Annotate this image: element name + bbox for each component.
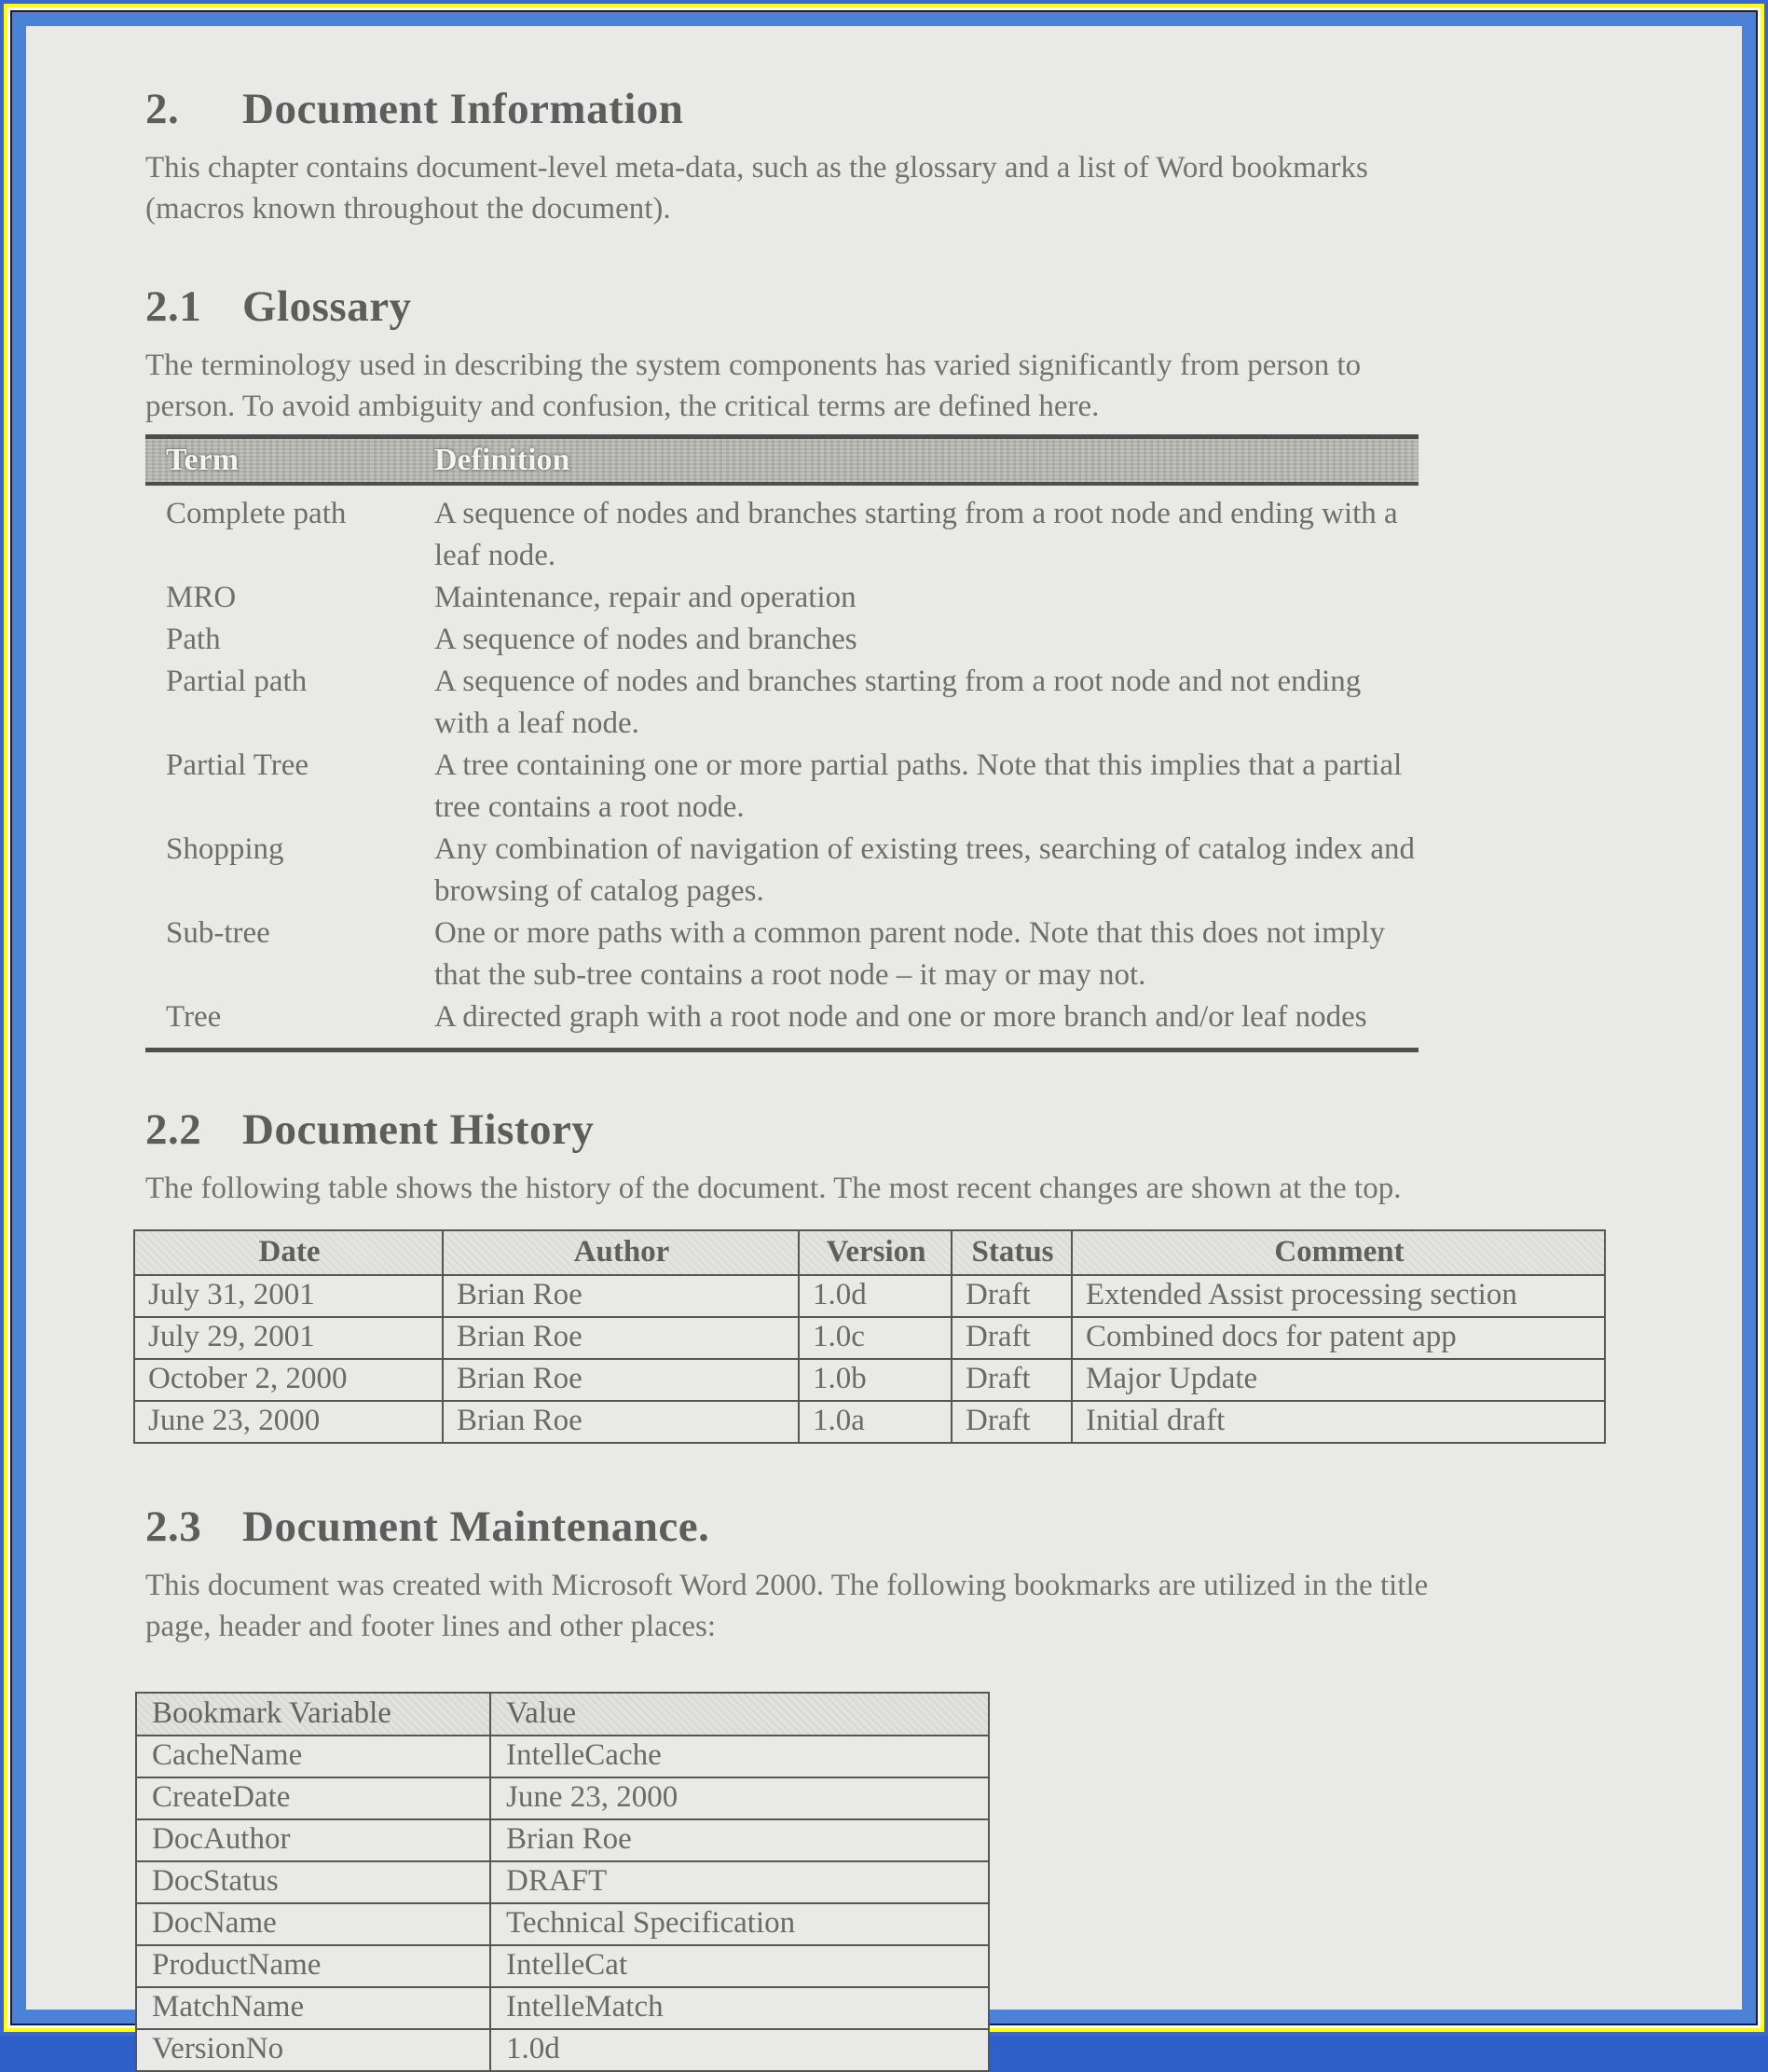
table-header-row — [134, 1230, 1605, 1275]
glossary-definition: Any combination of navigation of existing trees, searching of catalog index and browsing of catalog pages. — [434, 832, 1416, 908]
table-row — [136, 2029, 989, 2071]
table-cell: 1.0a — [799, 1401, 952, 1443]
table-cell: Brian Roe — [443, 1317, 799, 1359]
chapter-heading — [145, 84, 1742, 134]
table-row — [145, 577, 1419, 619]
history-header-date: Date — [134, 1230, 443, 1275]
table-cell: June 23, 2000 — [134, 1401, 443, 1443]
maintenance-number: 2.3 — [145, 1503, 202, 1551]
glossary-number: 2.1 — [145, 282, 202, 331]
bookmark-value: IntelleMatch — [490, 1987, 989, 2029]
history-title: Document History — [242, 1105, 595, 1154]
bookmark-value: Technical Specification — [490, 1903, 989, 1945]
table-cell: Brian Roe — [443, 1401, 799, 1443]
table-cell: Extended Assist processing section — [1072, 1275, 1605, 1317]
glossary-definition: A sequence of nodes and branches starting from a root node and not ending with a leaf node. — [434, 665, 1362, 740]
history-table — [133, 1229, 1606, 1444]
maintenance-heading — [145, 1502, 1742, 1552]
bookmark-value: IntelleCat — [490, 1945, 989, 1987]
scan-frame-inner-blue — [12, 12, 1756, 2065]
table-row — [134, 1317, 1605, 1359]
history-heading — [145, 1105, 1742, 1155]
table-cell: July 29, 2001 — [134, 1317, 443, 1359]
bookmark-header-value: Value — [490, 1693, 989, 1736]
chapter-intro: This chapter contains document-level meta-data, such as the glossary and a list of Word bookmarks (macros known throughout the document). — [145, 151, 1368, 226]
glossary-header-definition: Definition — [434, 443, 570, 477]
table-row — [134, 1359, 1605, 1401]
bookmark-table — [135, 1692, 990, 2072]
table-row — [145, 913, 1419, 996]
glossary-term: MRO — [166, 581, 237, 614]
table-row — [145, 829, 1419, 913]
bookmark-variable: DocAuthor — [136, 1819, 490, 1861]
bookmark-variable: MatchName — [136, 1987, 490, 2029]
bookmark-value: DRAFT — [490, 1861, 989, 1903]
glossary-term: Complete path — [166, 497, 347, 530]
glossary-definition: A sequence of nodes and branches — [434, 623, 857, 656]
glossary-header-term: Term — [166, 443, 240, 477]
glossary-title: Glossary — [242, 282, 412, 331]
history-number: 2.2 — [145, 1105, 202, 1154]
table-row — [134, 1401, 1605, 1443]
table-cell: 1.0d — [799, 1275, 952, 1317]
table-row — [145, 745, 1419, 829]
table-header-row — [136, 1693, 989, 1736]
glossary-table — [145, 434, 1419, 1052]
glossary-term: Shopping — [166, 832, 284, 866]
table-cell: Draft — [952, 1275, 1072, 1317]
table-row — [136, 1987, 989, 2029]
glossary-definition: A tree containing one or more partial paths. Note that this implies that a partial tree contains a root node. — [434, 748, 1403, 824]
glossary-definition: One or more paths with a common parent node. Note that this does not imply that the sub-tree contains a root node – it may or may not. — [434, 916, 1386, 992]
table-cell: 1.0c — [799, 1317, 952, 1359]
chapter-title: Document Information — [242, 85, 684, 133]
glossary-definition: A directed graph with a root node and one or more branch and/or leaf nodes — [434, 1000, 1367, 1034]
page-content — [26, 26, 1742, 2072]
bookmark-variable: VersionNo — [136, 2029, 490, 2071]
glossary-term: Partial Tree — [166, 748, 309, 782]
table-cell: July 31, 2001 — [134, 1275, 443, 1317]
glossary-heading — [145, 281, 1742, 332]
bookmark-variable: CacheName — [136, 1736, 490, 1777]
maintenance-intro: This document was created with Microsoft Word 2000. The following bookmarks are utilized in the title page, header and footer lines and other places: — [145, 1569, 1429, 1643]
table-row — [145, 661, 1419, 745]
bookmark-variable: DocStatus — [136, 1861, 490, 1903]
bookmark-variable: DocName — [136, 1903, 490, 1945]
document-page — [26, 26, 1742, 2065]
glossary-intro: The terminology used in describing the system components has varied significantly from person to person. To avoid ambiguity and confusion, the critical terms are defined here. — [145, 349, 1362, 423]
table-row — [145, 619, 1419, 661]
table-row — [136, 1777, 989, 1819]
scan-frame-white — [7, 7, 1761, 2065]
history-header-author: Author — [443, 1230, 799, 1275]
table-cell: Combined docs for patent app — [1072, 1317, 1605, 1359]
table-cell: Draft — [952, 1317, 1072, 1359]
scan-frame-yellow — [4, 4, 1764, 2065]
table-row — [136, 1945, 989, 1987]
table-row — [136, 1819, 989, 1861]
glossary-term: Sub-tree — [166, 916, 270, 950]
maintenance-title: Document Maintenance. — [242, 1503, 710, 1551]
table-cell: Initial draft — [1072, 1401, 1605, 1443]
bookmark-variable: CreateDate — [136, 1777, 490, 1819]
table-row — [136, 1861, 989, 1903]
bookmark-value: Brian Roe — [490, 1819, 989, 1861]
scan-frame-dark — [10, 10, 1758, 2065]
history-header-version: Version — [799, 1230, 952, 1275]
bookmark-value: 1.0d — [490, 2029, 989, 2071]
bookmark-value: June 23, 2000 — [490, 1777, 989, 1819]
table-row — [145, 493, 1419, 577]
table-cell: Draft — [952, 1401, 1072, 1443]
glossary-definition: A sequence of nodes and branches starting from a root node and ending with a leaf node. — [434, 497, 1398, 572]
table-row — [136, 1903, 989, 1945]
table-cell: 1.0b — [799, 1359, 952, 1401]
history-header-status: Status — [952, 1230, 1072, 1275]
table-row — [145, 996, 1419, 1038]
history-intro: The following table shows the history of the document. The most recent changes are shown at the top. — [145, 1172, 1402, 1205]
chapter-number: 2. — [145, 85, 180, 133]
bookmark-value: IntelleCache — [490, 1736, 989, 1777]
table-row — [136, 1736, 989, 1777]
bookmark-header-variable: Bookmark Variable — [136, 1693, 490, 1736]
glossary-table-body — [145, 486, 1419, 1048]
glossary-term: Path — [166, 623, 221, 656]
table-row — [134, 1275, 1605, 1317]
glossary-definition: Maintenance, repair and operation — [434, 581, 857, 614]
table-cell: Draft — [952, 1359, 1072, 1401]
glossary-term: Partial path — [166, 665, 308, 698]
table-cell: October 2, 2000 — [134, 1359, 443, 1401]
glossary-term: Tree — [166, 1000, 222, 1034]
history-header-comment: Comment — [1072, 1230, 1605, 1275]
table-cell: Major Update — [1072, 1359, 1605, 1401]
bookmark-variable: ProductName — [136, 1945, 490, 1987]
glossary-table-header — [145, 434, 1419, 486]
table-cell: Brian Roe — [443, 1359, 799, 1401]
table-cell: Brian Roe — [443, 1275, 799, 1317]
